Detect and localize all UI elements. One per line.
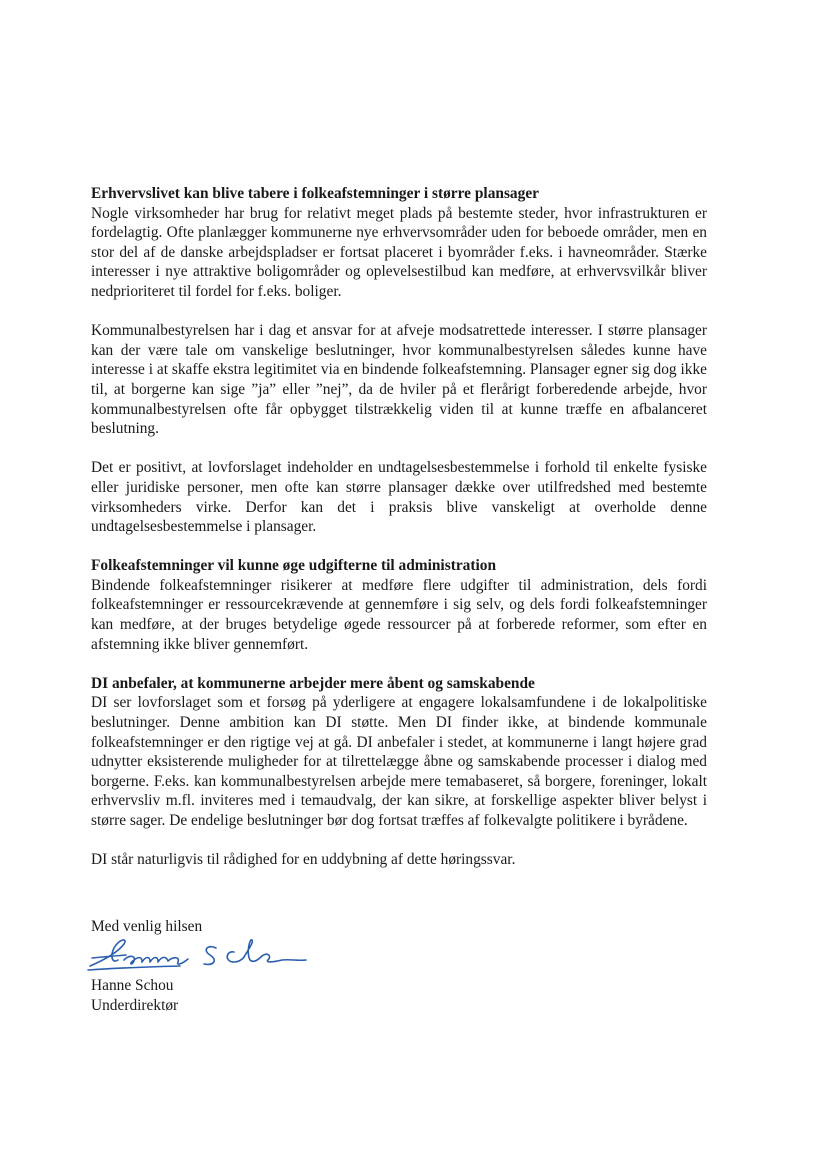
signer-role: Underdirektør [91, 996, 179, 1014]
paragraph: Bindende folkeafstemninger risikerer at medføre flere udgifter til administration, dels fordi folkeafstemninger er ressourcekrævende at gennemføre i sig selv, og dels fordi folkeafstemninger kan medføre, at der bruges betydelige øgede ressourcer på at forberede reformer, som efter en afstemning ikke bliver gennemført. [91, 576, 707, 653]
signer-name: Hanne Schou [91, 977, 174, 994]
section-title-recommendation: DI anbefaler, at kommunerne arbejder mere åbent og samskabende [91, 674, 535, 692]
closing-greeting: Med venlig hilsen [91, 918, 203, 935]
letter-body [91, 184, 707, 889]
paragraph: DI ser lovforslaget som et forsøg på yderligere at engagere lokalsamfundene i de lokalpolitiske beslutninger. Denne ambition kan DI støtte. Men DI finder ikke, at bindende kommunale folkeafstemninger er den rigtige vej at gå. DI anbefaler i stedet, at kommunerne i langt højere grad udnytter eksisterende muligheder for at tilrettelægge åbne og samskabende processer i dialog med borgerne. F.eks. kan kommunalbestyrelsen arbejde mere temabaseret, så borgere, foreninger, lokalt erhvervsliv m.fl. inviteres med i temaudvalg, der kan sikre, at forskellige aspekter bliver belyst i større sager. De endelige beslutninger bør dog fortsat træffes af folkevalgte politikere i byrådene. [91, 694, 707, 829]
paragraph: Nogle virksomheder har brug for relativt meget plads på bestemte steder, hvor infrastrukturen er fordelagtig. Ofte planlægger kommunerne nye erhvervsområder uden for beboede områder, men en stor del af de danske arbejdspladser er fortsat placeret i byområder f.eks. i havneområder. Stærke interesser i nye attraktive boligområder og oplevelsestilbud kan medføre, at erhvervsvilkår bliver nedprioriteret til fordel for f.eks. boliger. [91, 204, 707, 300]
paragraph: DI står naturligvis til rådighed for en uddybning af dette høringssvar. [91, 851, 516, 869]
section-title-administration: Folkeafstemninger vil kunne øge udgifterne til administration [91, 557, 497, 575]
handwritten-signature [84, 930, 314, 978]
paragraph: Kommunalbestyrelsen har i dag et ansvar for at afveje modsatrettede interesser. I større plansager kan der være tale om vanskelige beslutninger, hvor kommunalbestyrelsen således kunne have interesse i at skaffe ekstra legitimitet via en bindende folkeafstemning. Plansager egner sig dog ikke til, at borgerne kan sige ”ja” eller ”nej”, da de hviler på et flerårigt forberedende arbejde, hvor kommunalbestyrelsen ofte får opbygget tilstrækkelig viden til at kunne træffe en afbalanceret beslutning. [91, 322, 707, 438]
section-title-business: Erhvervslivet kan blive tabere i folkeafstemninger i større plansager [91, 185, 539, 202]
signer-block [91, 976, 178, 1015]
paragraph: Det er positivt, at lovforslaget indeholder en undtagelsesbestemmelse i forhold til enkelte fysiske eller juridiske personer, men ofte kan større plansager dække over utilfredshed med bestemte virksomheders virke. Derfor kan det i praksis blive vanskeligt at overholde denne undtagelsesbestemmelse i plansager. [91, 459, 707, 536]
